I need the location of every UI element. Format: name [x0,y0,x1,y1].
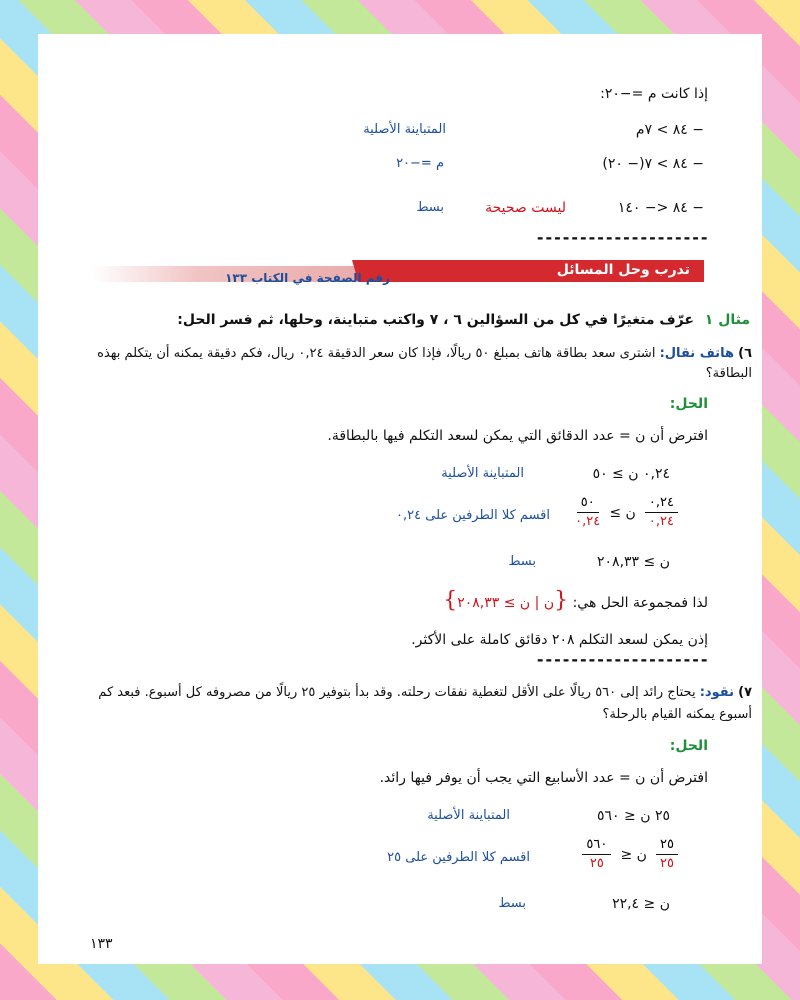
condition-text: إذا كانت م =−٢٠: [600,86,708,102]
question-text: يحتاج رائد إلى ٥٦٠ ريالًا على الأقل لتغطية نفقات رحلته. وقد بدأ بتوفير ٢٥ ريالًا من مصروفه كل أسبوع. فبعد كم أسبوع يمكنه القيام بالرحلة؟ [98,685,752,722]
solution-set-line [443,588,708,613]
step-expression: ٢٥ ن ≤ ٥٦٠ [597,808,670,824]
step-expression: ن ≤ ٢٢,٤ [612,896,670,912]
solution-label: الحل: [669,396,708,412]
conclusion-text: إذن يمكن لسعد التكلم ٢٠٨ دقائق كاملة على الأكثر. [411,632,708,648]
not-true-note: ليست صحيحة [485,200,566,216]
step-note: بسط [498,896,526,911]
page-number: ١٣٣ [90,936,113,952]
fraction-step [575,494,678,531]
step-note: اقسم كلا الطرفين على ٢٥ [387,850,530,865]
brace-open: { [554,588,569,613]
banner-title: تدرب وحل المسائل [556,262,690,278]
assumption-text: افترض أن ن = عدد الأسابيع التي يجب أن يوفر فيها رائد. [379,770,708,786]
fraction-left: $\frac{٠,٢٤}{٠,٢٤}$ [645,494,678,531]
step-expression: ٠,٢٤ ن ≥ ٥٠ [592,466,670,482]
question-number: ٧) [738,685,752,700]
step-expression: − ٨٤ > ٧م [635,122,704,138]
step-note: بسط [508,554,536,569]
separator: -------------------- [535,650,708,669]
example-text: عرّف متغيرًا في كل من السؤالين ٦ ، ٧ واكتب متباينة، وحلها، ثم فسر الحل: [177,312,694,328]
step-note: م =−٢٠ [396,156,444,171]
fraction-variable: ن ≥ [609,505,636,521]
step-note: المتباينة الأصلية [363,122,446,137]
example-header [177,312,750,328]
step-expression: ن ≥ ٢٠٨,٣٣ [597,554,670,570]
fraction-variable: ن ≤ [620,847,647,863]
step-expression: − ٨٤ > ٧(− ٢٠) [602,156,704,172]
question-7 [62,682,752,726]
fraction-right: $\frac{٥٠}{٠,٢٤}$ [575,495,601,529]
question-topic: هاتف نقال: [659,346,734,361]
question-6 [62,344,752,384]
question-number: ٦) [738,346,752,361]
page [38,34,762,964]
fraction-step [582,836,678,873]
solution-set-label: لذا فمجموعة الحل هي: [572,595,708,611]
step-expression: − ٨٤ <− ١٤٠ [617,200,704,216]
question-topic: نقود: [699,685,734,700]
solution-label: الحل: [669,738,708,754]
solution-set: ن | ن ≥ ٢٠٨,٣٣ [457,595,555,611]
question-text: اشترى سعد بطاقة هاتف بمبلغ ٥٠ ريالًا، فإذا كان سعر الدقيقة ٠,٢٤ ريال، فكم دقيقة يمكنه أن يتكلم بهذه البطاقة؟ [97,346,752,381]
fraction-left: $\frac{٢٥}{٢٥}$ [656,836,678,873]
assumption-text: افترض أن ن = عدد الدقائق التي يمكن لسعد التكلم فيها بالبطاقة. [327,428,708,444]
step-note: المتباينة الأصلية [441,466,524,481]
separator: -------------------- [535,228,708,247]
fraction-right: $\frac{٥٦٠}{٢٥}$ [582,836,611,873]
example-label: مثال ١ [704,312,750,328]
page-reference: رقم الصفحة في الكتاب ١٣٣ [225,271,390,285]
brace-close: } [443,588,458,613]
step-note: اقسم كلا الطرفين على ٠,٢٤ [396,508,550,523]
step-note: بسط [416,200,444,215]
step-note: المتباينة الأصلية [427,808,510,823]
